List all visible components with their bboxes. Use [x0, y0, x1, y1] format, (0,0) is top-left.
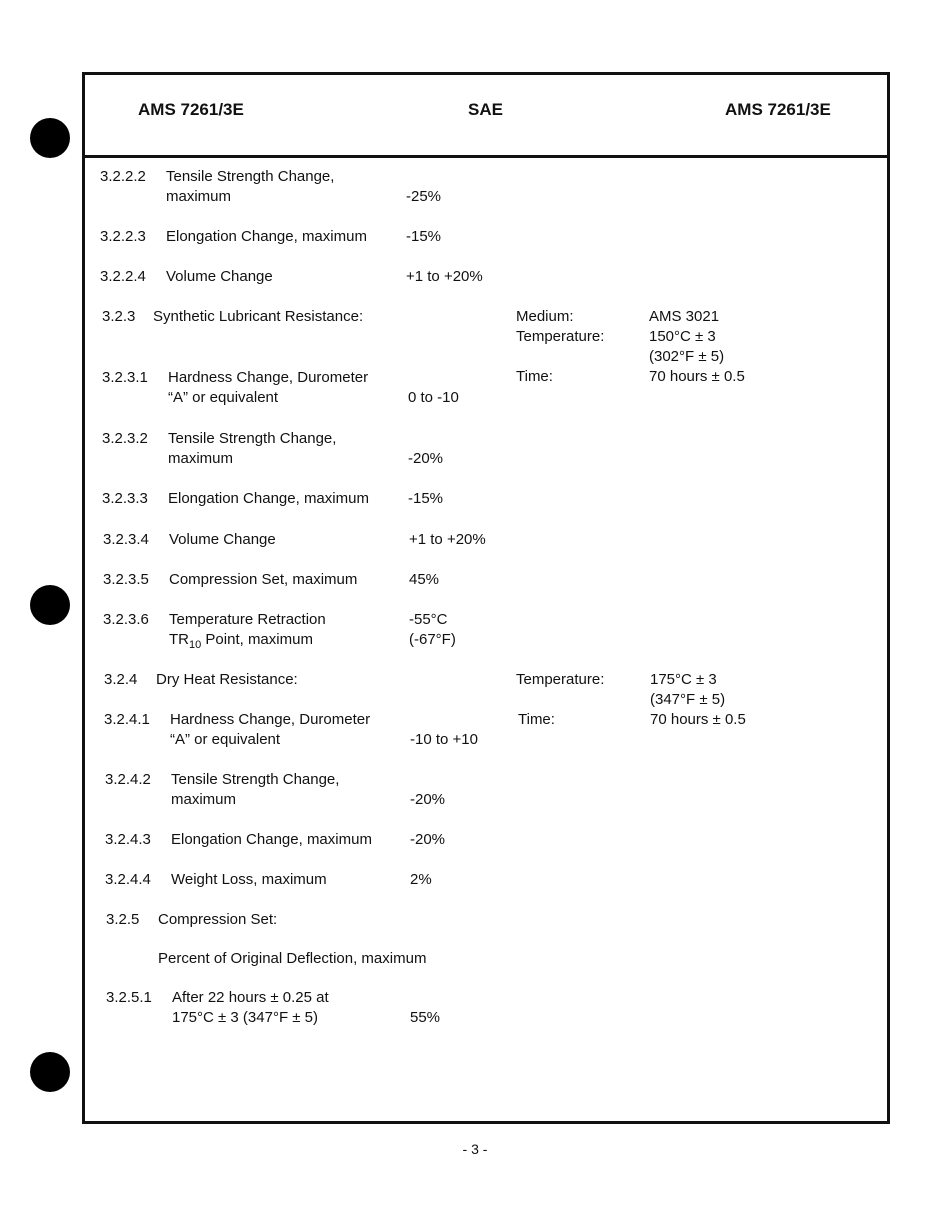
tr-suffix: Point, maximum [201, 631, 313, 648]
binder-hole-bottom [30, 1052, 70, 1092]
header-doc-id-right: AMS 7261/3E [725, 100, 831, 119]
binder-hole-top [30, 118, 70, 158]
section-value: -55°C [409, 611, 448, 628]
section-value: +1 to +20% [409, 531, 486, 548]
section-number: 3.2.3.3 [102, 490, 148, 507]
condition-value-temperature: 150°C ± 3 [649, 328, 716, 345]
condition-value-temperature-f: (347°F ± 5) [650, 691, 726, 708]
tr-prefix: TR [169, 631, 189, 648]
section-number: 3.2.4.3 [105, 831, 151, 848]
condition-value-temperature: 175°C ± 3 [650, 671, 717, 688]
section-label: After 22 hours ± 0.25 at [172, 989, 329, 1006]
section-number: 3.2.5 [106, 911, 140, 928]
condition-label-temperature: Temperature: [516, 671, 605, 688]
section-number: 3.2.2.3 [100, 228, 146, 245]
section-value: -20% [410, 831, 446, 848]
section-value: -25% [406, 188, 442, 205]
section-number: 3.2.3 [102, 308, 136, 325]
section-label: Volume Change [169, 531, 276, 548]
section-label-line2: 175°C ± 3 (347°F ± 5) [172, 1009, 319, 1026]
section-value: -20% [410, 791, 446, 808]
section-value: 2% [410, 871, 432, 888]
section-subheading: Percent of Original Deflection, maximum [158, 950, 427, 967]
section-label: Elongation Change, maximum [166, 228, 367, 245]
section-number: 3.2.3.1 [102, 369, 148, 386]
header-doc-id-left: AMS 7261/3E [138, 100, 244, 119]
condition-label-time: Time: [518, 711, 555, 728]
section-label: Volume Change [166, 268, 273, 285]
section-value: -10 to +10 [410, 731, 478, 748]
section-value: 55% [410, 1009, 441, 1026]
header-org: SAE [468, 100, 503, 119]
condition-value-medium: AMS 3021 [649, 308, 720, 325]
section-number: 3.2.3.4 [103, 531, 149, 548]
section-label: Hardness Change, Durometer [170, 711, 371, 728]
section-label: Synthetic Lubricant Resistance: [153, 308, 364, 325]
section-label-line2: “A” or equivalent [168, 389, 279, 406]
section-number: 3.2.2.4 [100, 268, 146, 285]
section-number: 3.2.5.1 [106, 989, 152, 1006]
section-label: Temperature Retraction [169, 611, 326, 628]
page-number: - 3 - [462, 1141, 488, 1157]
section-label: Tensile Strength Change, [171, 771, 340, 788]
header-divider [82, 155, 890, 158]
section-label-line2: maximum [168, 450, 234, 467]
section-value: -20% [408, 450, 444, 467]
section-label: Elongation Change, maximum [171, 831, 372, 848]
section-label: Compression Set, maximum [169, 571, 358, 588]
condition-label-medium: Medium: [516, 308, 574, 325]
section-label-line2 [169, 630, 313, 655]
section-label: Tensile Strength Change, [166, 168, 335, 185]
condition-value-temperature-f: (302°F ± 5) [649, 348, 725, 365]
section-value: +1 to +20% [406, 268, 483, 285]
section-label-line2: maximum [166, 188, 232, 205]
section-label: Tensile Strength Change, [168, 430, 337, 447]
section-number: 3.2.3.2 [102, 430, 148, 447]
section-label-line2: maximum [171, 791, 237, 808]
section-value: -15% [408, 490, 444, 507]
section-number: 3.2.4 [104, 671, 138, 688]
tr-subscript: 10 [189, 639, 202, 651]
section-number: 3.2.2.2 [100, 168, 146, 185]
condition-value-time: 70 hours ± 0.5 [650, 711, 746, 728]
section-label: Elongation Change, maximum [168, 490, 369, 507]
condition-label-time: Time: [516, 368, 553, 385]
section-number: 3.2.4.4 [105, 871, 151, 888]
section-value: 0 to -10 [408, 389, 459, 406]
condition-value-time: 70 hours ± 0.5 [649, 368, 745, 385]
section-value-line2: (-67°F) [409, 631, 456, 648]
section-label: Hardness Change, Durometer [168, 369, 369, 386]
section-number: 3.2.4.2 [105, 771, 151, 788]
section-number: 3.2.3.5 [103, 571, 149, 588]
section-label-line2: “A” or equivalent [170, 731, 281, 748]
section-label: Compression Set: [158, 911, 278, 928]
section-value: 45% [409, 571, 440, 588]
section-number: 3.2.3.6 [103, 611, 149, 628]
condition-label-temperature: Temperature: [516, 328, 605, 345]
section-label: Dry Heat Resistance: [156, 671, 298, 688]
binder-hole-middle [30, 585, 70, 625]
section-label: Weight Loss, maximum [171, 871, 327, 888]
section-value: -15% [406, 228, 442, 245]
section-number: 3.2.4.1 [104, 711, 150, 728]
